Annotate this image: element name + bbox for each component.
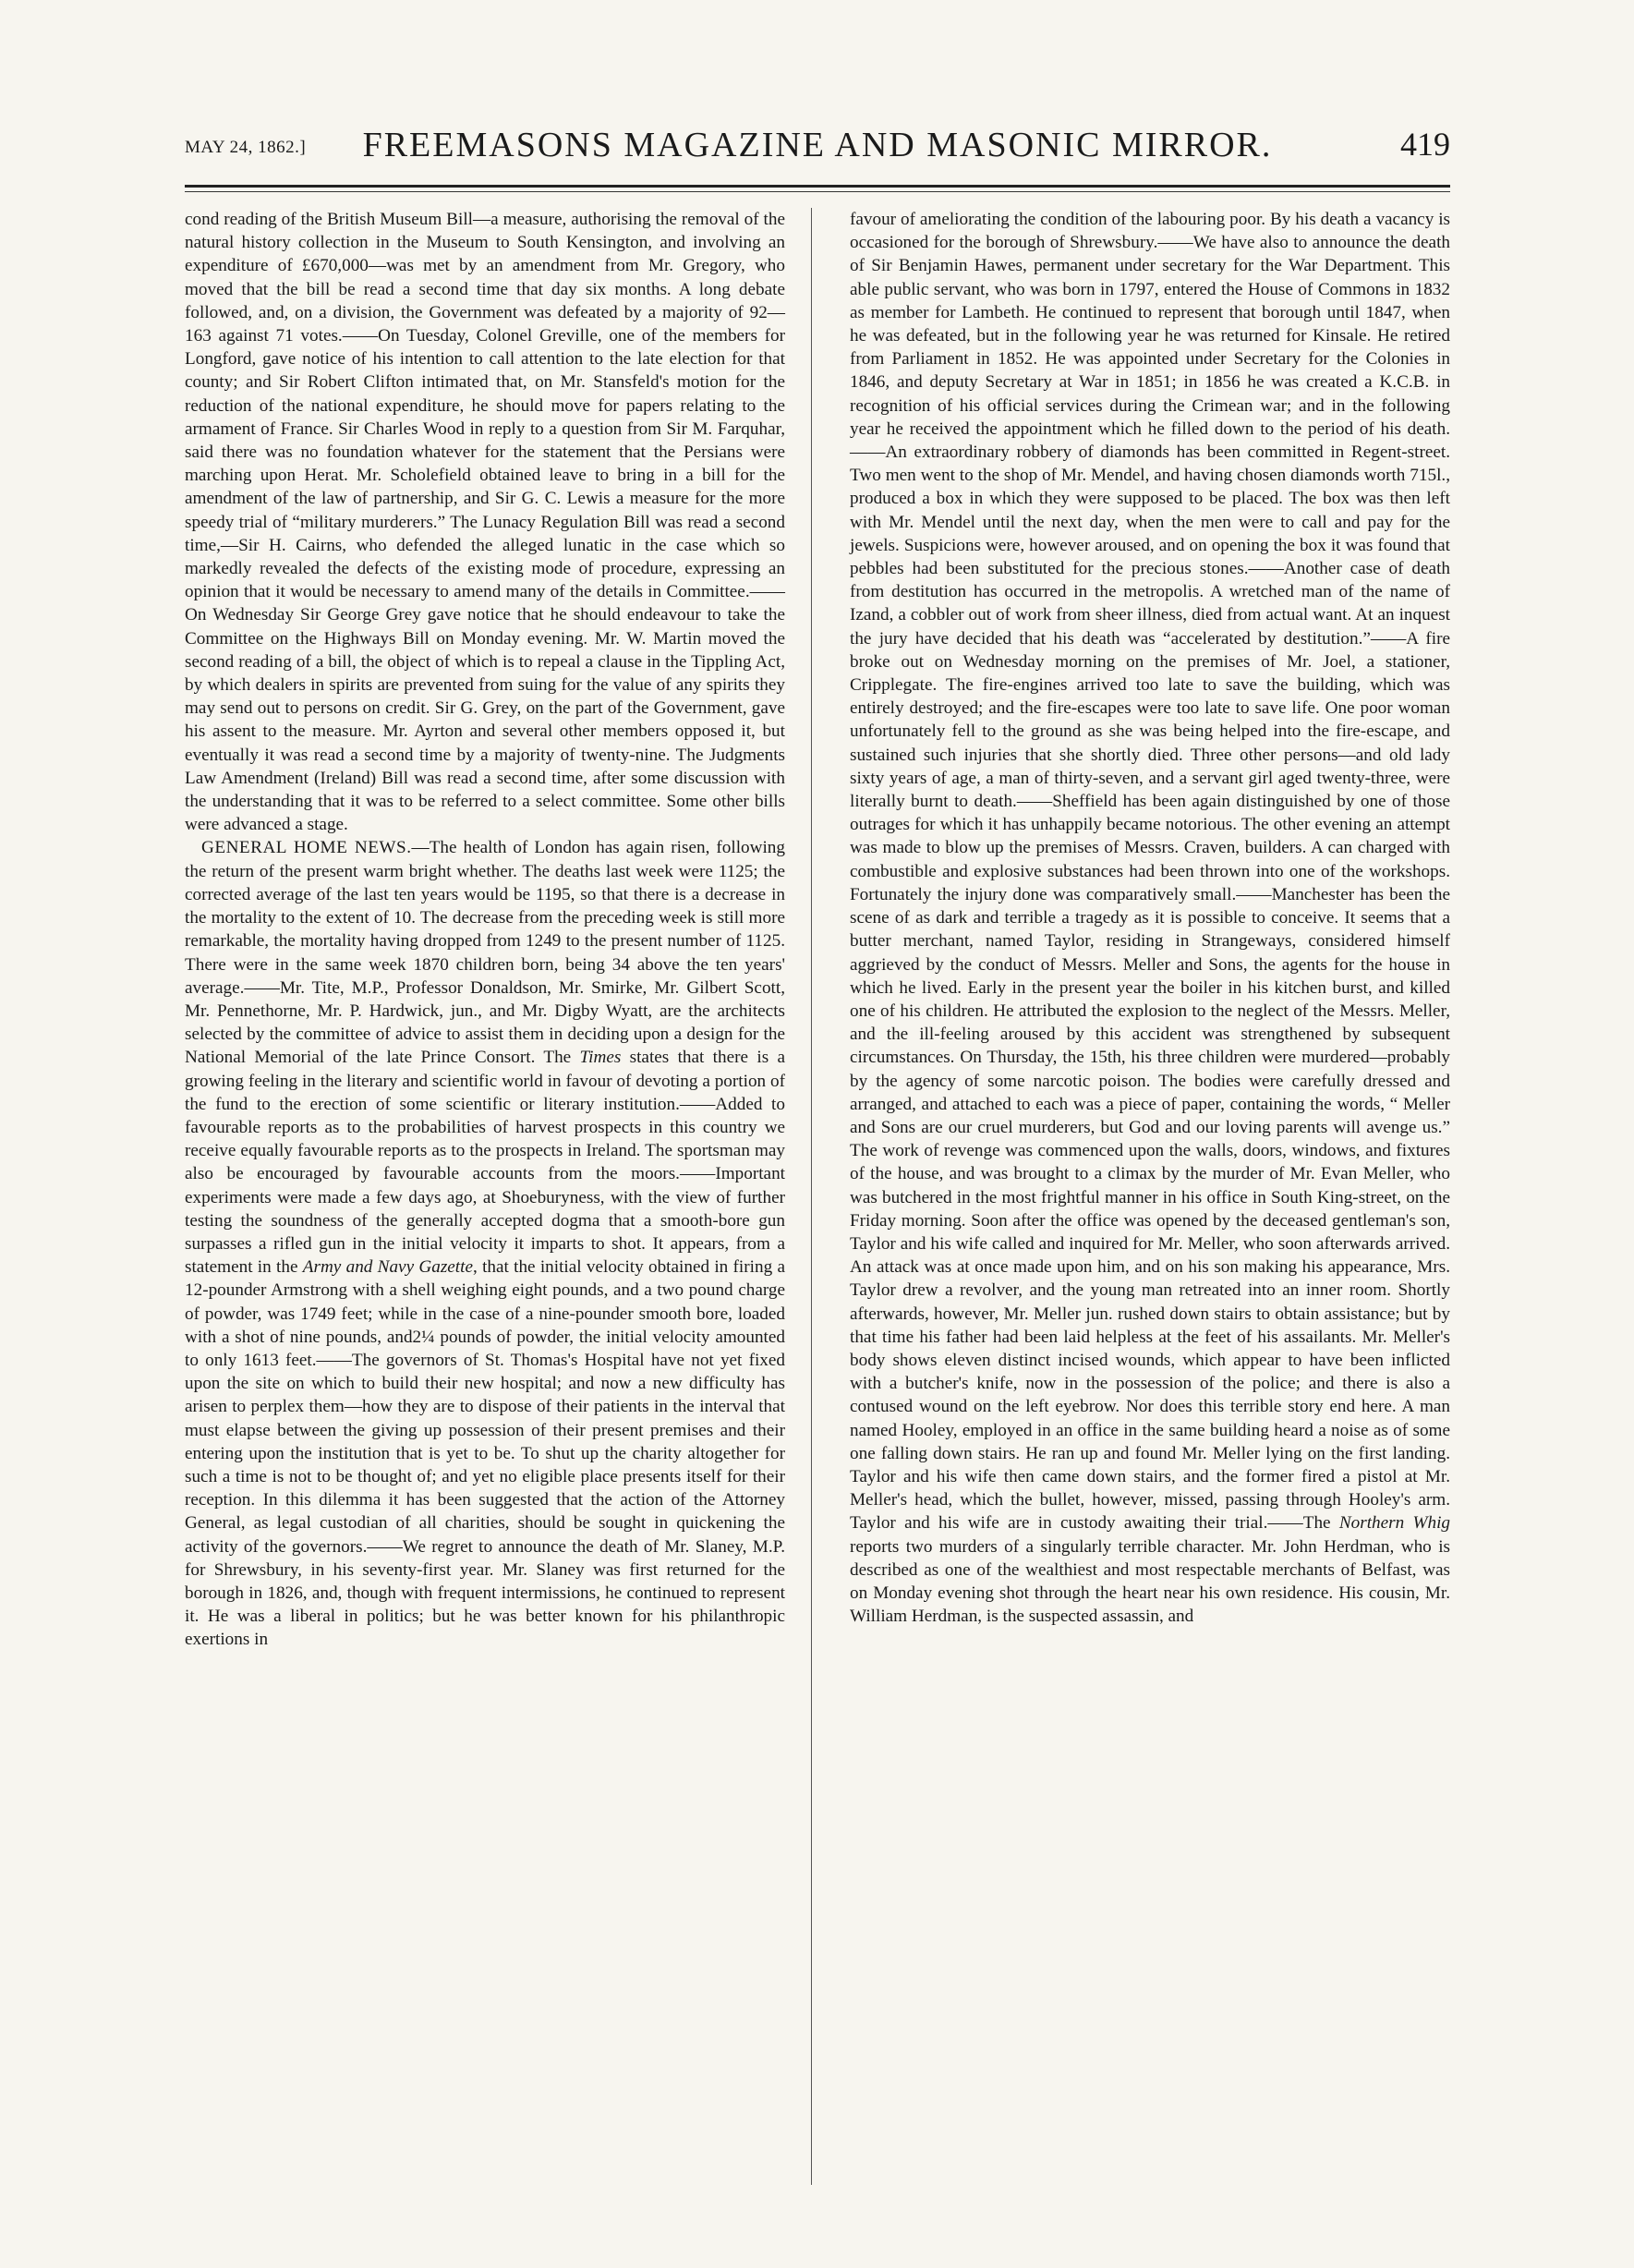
left-paragraph-parliament: cond reading of the British Museum Bill—a measure, authorising the removal of the natural history collection in the Museum to South Kensington, and involving an expenditure of £670,000—was met by an amendment from Mr. Gregory, who moved that the bill be read a second time that day six months. A long debate followed, and, on a division, the Government was defeated by a majority of 92—163 against 71 votes.——On Tuesday, Colonel Greville, one of the members for Longford, gave notice of his intention to call attention to the late election for that county; and Sir Robert Clifton intimated that, on Mr. Stansfeld's motion for the reduction of the national expenditure, he should move for papers relating to the armament of France. Sir Charles Wood in reply to a question from Sir M. Farquhar, said there was no foundation whatever for the statement that the Persians were marching upon Herat. Mr. Scholefield obtained leave to bring in a bill for the amendment of the law of partnership, and Sir G. C. Lewis a measure for the more speedy trial of “military murderers.” The Lunacy Regulation Bill was read a second time,—Sir H. Cairns, who defended the alleged lunatic in the case which so markedly revealed the defects of the existing mode of procedure, expressing an opinion that it would be necessary to amend many of the details in Committee.——On Wednesday Sir George Grey gave notice that he should endeavour to take the Committee on the Highways Bill on Monday evening. Mr. W. Martin moved the second reading of a bill, the object of which is to repeal a clause in the Tippling Act, by which dealers in spirits are prevented from suing for the value of any spirits they may send out to persons on credit. Sir G. Grey, on the part of the Government, gave his assent to the measure. Mr. Ayrton and several other members opposed it, but eventually it was read a second time by a majority of twenty-nine. The Judgments Law Amendment (Ireland) Bill was read a second time, after some discussion with the understanding that it was to be referred to a select committee. Some other bills were advanced a stage. [185,210,785,835]
header-rule-thin [185,191,1450,192]
home-news-text-b: states that there is a growing feeling in the literary and scientific world in favour of devoting a portion of the fund to the erection of some scientific or literary institution.——Added to favourable reports as to the probabilities of harvest prospects in this country we receive equally favourable reports as to the prospects in Ireland. The sportsman may also be encouraged by favourable accounts from the moors.——Important experiments were made a few days ago, at Shoeburyness, with the view of further testing the soundness of the generally accepted dogma that a smooth-bore gun surpasses a rifled gun in the initial velocity it imparts to shot. It appears, from a statement in the [185,1048,785,1278]
section-heading-general-home-news: GENERAL HOME NEWS. [201,838,412,858]
northern-whig-title: Northern Whig [1338,1513,1450,1534]
header-date: MAY 24, 1862.] [185,138,307,157]
times-title: Times [579,1048,622,1068]
right-text-a: favour of ameliorating the condition of the labouring poor. By his death a vacancy is occasioned for the borough of Shrewsbury.——We have also to announce the death of Sir Benjamin Hawes, permanent under secretary for the War Department. This able public servant, who was born in 1797, entered the House of Commons in 1832 as member for Lambeth. He continued to represent that borough until 1847, when he was defeated, but in the following year he was returned for Kinsale. He retired from Parliament in 1852. He was appointed under Secretary for the Colonies in 1846, and deputy Secretary at War in 1851; in 1856 he was created a K.C.B. in recognition of his official services during the Crimean war; and in the following year he received the appointment which he filled down to the period of his death.——An extraordinary robbery of diamonds has been committed in Regent-street. Two men went to the shop of Mr. Mendel, and having chosen diamonds worth 715l., produced a box in which they were supposed to be placed. The box was then left with Mr. Mendel until the next day, when the men were to call and pay for the jewels. Suspicions were, however aroused, and on opening the box it was found that pebbles had been substituted for the precious stones.——Another case of death from destitution has occurred in the metropolis. A wretched man of the name of Izand, a cobbler out of work from sheer illness, died from actual want. At an inquest the jury have decided that his death was “accelerated by destitution.”——A fire broke out on Wednesday morning on the premises of Mr. Joel, a stationer, Cripplegate. The fire-engines arrived too late to save the building, which was entirely destroyed; and the fire-escapes were too late to save life. One poor woman unfortunately fell to the ground as she was being helped into the fire-escape, and sustained such injuries that she shortly died. Three other persons—and old lady sixty years of age, a man of thirty-seven, and a servant girl aged twenty-three, were literally burnt to death.——Sheffield has been again distinguished by one of those outrages for which it has unhappily became notorious. The other evening an attempt was made to blow up the premises of Messrs. Craven, builders. A can charged with combustible and explosive substances had been thrown into one of the workshops. Fortunately the injury done was comparatively small.——Manchester has been the scene of as dark and terrible a tragedy as it is possible to conceive. It seems that a butter merchant, named Taylor, residing in Strangeways, considered himself aggrieved by the conduct of Messrs. Meller and Sons, the agents for the house in which he lived. Early in the present year the boiler in his kitchen burst, and killed one of his children. He attributed the explosion to the neglect of the Messrs. Meller, and the ill-feeling aroused by this accident was strengthened by subsequent circumstances. On Thursday, the 15th, his three children were murdered—probably by the agency of some narcotic poison. The bodies were carefully dressed and arranged, and attached to each was a piece of paper, containing the words, “ Meller and Sons are our cruel murderers, but God and our loving parents will avenge us.” The work of revenge was commenced upon the walls, doors, windows, and fixtures of the house, and was brought to a climax by the murder of Mr. Evan Meller, who was butchered in the most frightful manner in his office in South King-street, on the Friday morning. Soon after the office was opened by the deceased gentleman's son, Taylor and his wife called and inquired for Mr. Meller, who soon afterwards arrived. An attack was at once made upon him, and on his son making his appearance, Mrs. Taylor drew a revolver, and the young man retreated into an inner room. Shortly afterwards, however, Mr. Meller jun. rushed down stairs to obtain assistance; but by that time his father had been laid helpless at the feet of his assailants. Mr. Meller's body shows eleven distinct incised wounds, which appear to have been inflicted with a butcher's knife, now in the possession of the police; and there is also a contused wound on the left eyebrow. Nor does this terrible story end here. A man named Hooley, employed in an office in the same building heard a noise as of some one falling down stairs. He ran up and found Mr. Meller lying on the first landing. Taylor and his wife then came down stairs, and the former fired a pistol at Mr. Meller's head, which the bullet, however, missed, passing through Hooley's arm. Taylor and his wife are in custody awaiting their trial.——The [850,210,1450,1534]
home-news-text-c: , that the initial velocity obtained in firing a 12-pounder Armstrong with a shell weighing eight pounds, and a two pound charge of powder, was 1749 feet; while in the case of a nine-pounder smooth bore, loaded with a shot of nine pounds, and2¼ pounds of powder, the initial velocity amounted to only 1613 feet.——The governors of St. Thomas's Hospital have not yet fixed upon the site on which to build their new hospital; and now a new difficulty has arisen to perplex them—how they are to dispose of their patients in the interval that must elapse between the giving up possession of their present premises and their entering upon the institution that is yet to be. To shut up the charity altogether for such a time is not to be thought of; and yet no eligible place presents itself for their reception. In this dilemma it has been suggested that the action of the Attorney General, as legal custodian of all charities, should be sought in quickening the activity of the governors.——We regret to announce the death of Mr. Slaney, M.P. for Shrewsbury, in his seventy-first year. Mr. Slaney was first returned for the borough in 1826, and, though with frequent intermissions, he continued to represent it. He was a liberal in politics; but he was better known for his philanthropic exertions in [185,1257,785,1650]
right-text-b: reports two murders of a singularly terrible character. Mr. John Herdman, who is described as one of the wealthiest and most respectable merchants of Belfast, was on Monday evening shot through the heart near his own residence. His cousin, Mr. William Herdman, is the suspected assassin, and [850,1536,1450,1627]
right-paragraph [850,208,1450,1628]
left-paragraph-home-news [185,836,785,1651]
right-column [850,208,1450,1628]
column-divider [811,208,812,2185]
header-title: FREEMASONS MAGAZINE AND MASONIC MIRROR. [362,126,1273,164]
page-number: 419 [1400,126,1450,163]
header-rule-thick [185,185,1450,188]
page-header [185,125,1450,180]
army-navy-gazette-title: Army and Navy Gazette [302,1257,473,1278]
left-column [185,208,785,1652]
home-news-text-a: —The health of London has again risen, following the return of the present warm bright whether. The deaths last week were 1125; the corrected average of the last ten years would be 1195, so that there is a decrease in the mortality to the extent of 10. The decrease from the preceding week is still more remarkable, the mortality having dropped from 1249 to the present number of 1125. There were in the same week 1870 children born, being 34 above the ten years' average.——Mr. Tite, M.P., Professor Donaldson, Mr. Smirke, Mr. Gilbert Scott, Mr. Pennethorne, Mr. P. Hardwick, jun., and Mr. Digby Wyatt, are the architects selected by the committee of advice to assist them in deciding upon a design for the National Memorial of the late Prince Consort. The [185,838,785,1068]
